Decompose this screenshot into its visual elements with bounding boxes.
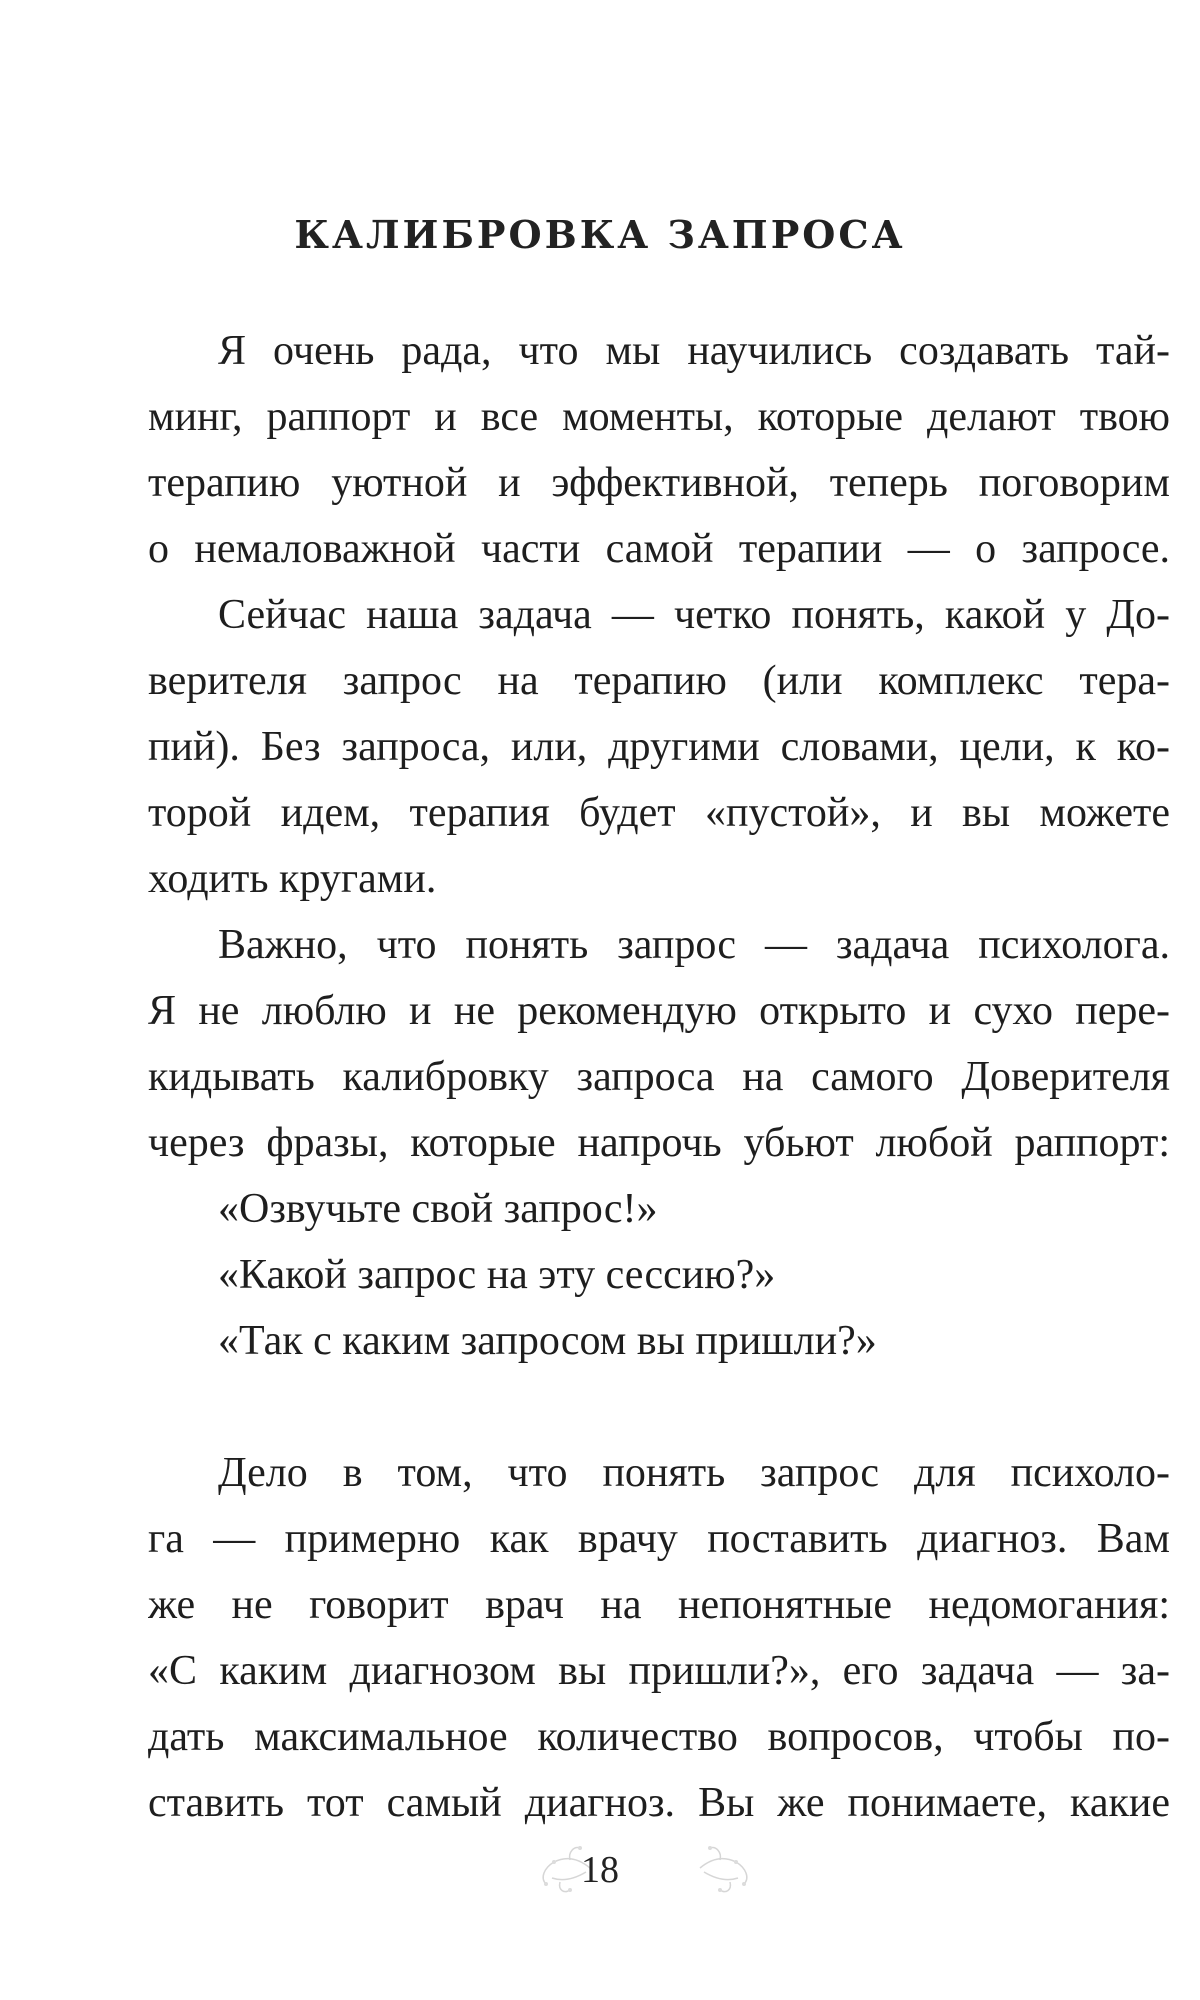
text-line: о немаловажной части самой терапии — о запросе. (148, 526, 1170, 572)
text-line: Сейчас наша задача — четко понять, какой у До- (218, 592, 1170, 638)
text-line: Важно, что понять запрос — задача психолога. (218, 922, 1170, 968)
text-line: га — примерно как врачу поставить диагноз. Вам (148, 1516, 1170, 1562)
text-line: дать максимальное количество вопросов, чтобы по- (148, 1714, 1170, 1760)
text-line: минг, раппорт и все моменты, которые делают твою (148, 394, 1170, 440)
chapter-title: КАЛИБРОВКА ЗАПРОСА (294, 212, 906, 257)
text-line: Дело в том, что понять запрос для психоло- (218, 1450, 1170, 1496)
page-footer (0, 1840, 1200, 1900)
quote-line: «Какой запрос на эту сессию?» (218, 1252, 776, 1298)
text-line: Я не люблю и не рекомендую открыто и сухо пере- (148, 988, 1170, 1034)
text-line: же не говорит врач на непонятные недомогания: (148, 1582, 1170, 1628)
text-line: ставить тот самый диагноз. Вы же понимаете, какие (148, 1780, 1170, 1826)
text-line: торой идем, терапия будет «пустой», и вы можете (148, 790, 1170, 836)
floral-ornament-icon (690, 1838, 760, 1898)
text-line: через фразы, которые напрочь убьют любой раппорт: (148, 1120, 1170, 1166)
text-line: кидывать калибровку запроса на самого Доверителя (148, 1054, 1170, 1100)
text-line: верителя запрос на терапию (или комплекс тера- (148, 658, 1170, 704)
text-line: терапию уютной и эффективной, теперь поговорим (148, 460, 1170, 506)
quote-line: «Озвучьте свой запрос!» (218, 1186, 658, 1232)
paragraph-gap (148, 1374, 1170, 1440)
text-line: пий). Без запроса, или, другими словами, цели, к ко- (148, 724, 1170, 770)
quote-line: «Так с каким запросом вы пришли?» (218, 1318, 877, 1364)
body-text (148, 318, 1170, 1836)
text-line: «С каким диагнозом вы пришли?», его задача — за- (148, 1648, 1170, 1694)
text-line: ходить кругами. (148, 856, 437, 902)
text-line: Я очень рада, что мы научились создавать тай- (218, 328, 1170, 374)
page-number: 18 (581, 1849, 619, 1891)
